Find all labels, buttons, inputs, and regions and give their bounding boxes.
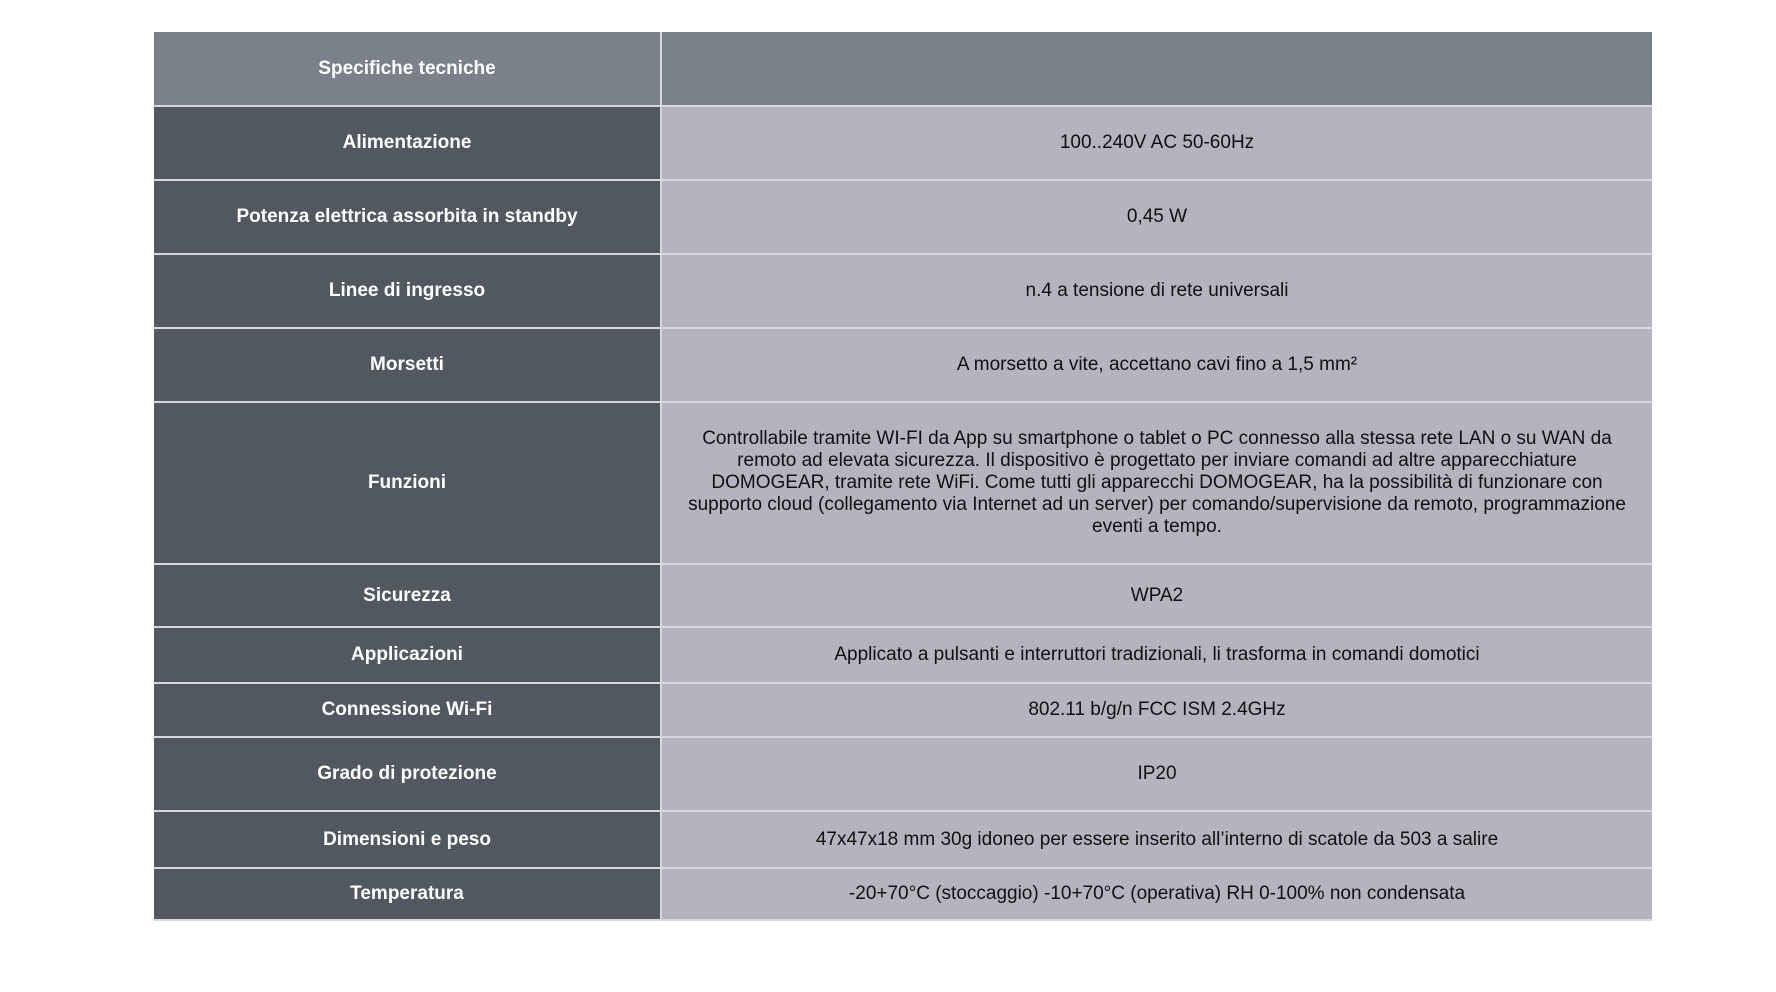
row-label: Alimentazione xyxy=(154,106,661,180)
row-value: 0,45 W xyxy=(661,180,1652,254)
table-row xyxy=(154,737,1652,811)
table-row xyxy=(154,254,1652,328)
table-row xyxy=(154,564,1652,627)
table-row xyxy=(154,180,1652,254)
spec-table xyxy=(154,32,1652,921)
row-label: Temperatura xyxy=(154,868,661,920)
table-row xyxy=(154,328,1652,402)
row-value: Controllabile tramite WI-FI da App su smartphone o tablet o PC connesso alla stessa rete LAN o su WAN da remoto ad elevata sicurezza. Il dispositivo è progettato per inviare comandi ad altre apparecchiature DOMOGEAR, tramite rete WiFi. Come tutti gli apparecchi DOMOGEAR, ha la possibilità di funzionare con supporto cloud (collegamento via Internet ad un server) per comando/supervisione da remoto, programmazione eventi a tempo. xyxy=(661,402,1652,564)
table-row xyxy=(154,811,1652,868)
header-value xyxy=(661,32,1652,106)
row-value: -20+70°C (stoccaggio) -10+70°C (operativa) RH 0-100% non condensata xyxy=(661,868,1652,920)
row-label: Potenza elettrica assorbita in standby xyxy=(154,180,661,254)
row-label: Funzioni xyxy=(154,402,661,564)
row-value: WPA2 xyxy=(661,564,1652,627)
table-row xyxy=(154,402,1652,564)
row-label: Sicurezza xyxy=(154,564,661,627)
row-label: Applicazioni xyxy=(154,627,661,683)
row-label: Dimensioni e peso xyxy=(154,811,661,868)
table-row xyxy=(154,106,1652,180)
row-value: Applicato a pulsanti e interruttori tradizionali, li trasforma in comandi domotici xyxy=(661,627,1652,683)
row-value: 47x47x18 mm 30g idoneo per essere inserito all’interno di scatole da 503 a salire xyxy=(661,811,1652,868)
row-value: 802.11 b/g/n FCC ISM 2.4GHz xyxy=(661,683,1652,737)
row-value: n.4 a tensione di rete universali xyxy=(661,254,1652,328)
row-value: 100..240V AC 50-60Hz xyxy=(661,106,1652,180)
table-row xyxy=(154,683,1652,737)
row-label: Linee di ingresso xyxy=(154,254,661,328)
row-label: Grado di protezione xyxy=(154,737,661,811)
table-row xyxy=(154,627,1652,683)
row-label: Connessione Wi-Fi xyxy=(154,683,661,737)
row-value: IP20 xyxy=(661,737,1652,811)
row-value: A morsetto a vite, accettano cavi fino a 1,5 mm² xyxy=(661,328,1652,402)
header-label: Specifiche tecniche xyxy=(154,32,661,106)
table-row xyxy=(154,868,1652,920)
table-header-row xyxy=(154,32,1652,106)
row-label: Morsetti xyxy=(154,328,661,402)
